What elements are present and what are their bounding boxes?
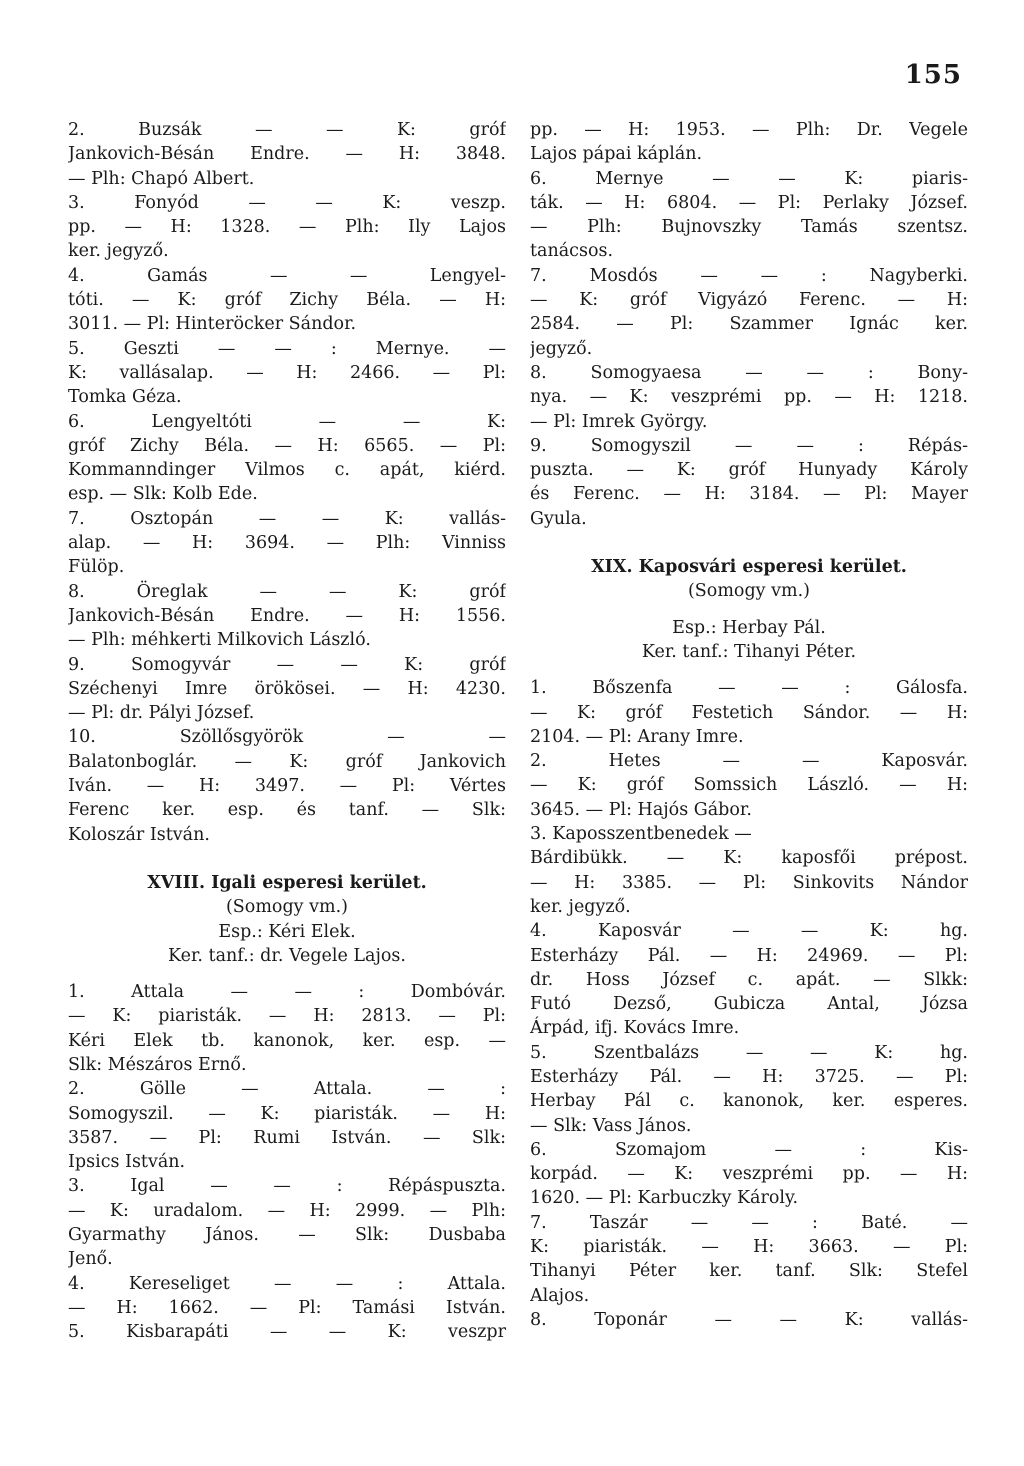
right-text-line: Lajos pápai káplán. xyxy=(530,144,703,165)
left-text-line: 8. Öreglak — — K: gróf xyxy=(68,581,506,602)
left-text-line: Széchenyi Imre örökösei. — H: 4230. xyxy=(68,678,506,699)
right-text-line: ták. — H: 6804. — Pl: Perlaky József. xyxy=(530,192,968,213)
left-text-line: Jankovich-Bésán Endre. — H: 1556. xyxy=(68,605,506,626)
left-text-line: 4. Gamás — — Lengyel- xyxy=(68,265,506,286)
left-text-line: pp. — H: 1328. — Plh: Ily Lajos xyxy=(68,217,506,238)
right-text-line: 3645. — Pl: Hajós Gábor. xyxy=(530,799,752,820)
left-text-line: Esp.: Kéri Elek. xyxy=(218,921,356,942)
left-text-line: Kommanndinger Vilmos c. apát, kiérd. xyxy=(68,460,506,481)
left-text-line: alap. — H: 3694. — Plh: Vinniss xyxy=(68,533,506,554)
right-text-line: pp. — H: 1953. — Plh: Dr. Vegele xyxy=(530,120,968,140)
left-text-line: 3587. — Pl: Rumi István. — Slk: xyxy=(68,1127,506,1148)
right-text-line: Tihanyi Péter ker. tanf. Slk: Stefel xyxy=(530,1261,968,1282)
right-text-line: Bárdibükk. — K: kaposfői prépost. xyxy=(530,848,968,869)
left-text-line: Iván. — H: 3497. — Pl: Vértes xyxy=(68,776,506,797)
left-text-line: tóti. — K: gróf Zichy Béla. — H: xyxy=(68,290,506,311)
right-text-line: 7. Mosdós — — : Nagyberki. xyxy=(530,265,968,286)
left-text-line: Koloszár István. xyxy=(68,824,210,845)
left-text-line: 3. Igal — — : Répáspuszta. xyxy=(68,1176,506,1197)
left-text-line: 10. Szöllősgyörök — — xyxy=(68,727,506,748)
right-text-line: és Ferenc. — H: 3184. — Pl: Mayer xyxy=(530,484,968,505)
right-text-line: ker. jegyző. xyxy=(530,896,631,917)
right-text-line: — K: gróf Somssich László. — H: xyxy=(530,775,968,796)
right-text-line: — K: gróf Festetich Sándor. — H: xyxy=(530,702,968,723)
right-text-line: 9. Somogyszil — — : Répás- xyxy=(530,435,968,456)
left-text-line: 7. Osztopán — — K: vallás- xyxy=(68,508,506,529)
section-heading: XVIII. Igali esperesi kerület. xyxy=(147,872,427,893)
right-text-line: dr. Hoss József c. apát. — Slkk: xyxy=(530,969,968,990)
page-number: 155 xyxy=(904,60,962,90)
left-text-line: Somogyszil. — K: piaristák. — H: xyxy=(68,1103,506,1124)
spacer xyxy=(68,847,506,871)
right-text-line: Herbay Pál c. kanonok, ker. esperes. xyxy=(530,1091,968,1112)
left-text-line: 4. Kereseliget — — : Attala. xyxy=(68,1273,506,1294)
left-text-line: — H: 1662. — Pl: Tamási István. xyxy=(68,1297,506,1318)
left-text-line: 3011. — Pl: Hinteröcker Sándor. xyxy=(68,314,357,335)
right-text-line: Ker. tanf.: Tihanyi Péter. xyxy=(641,641,857,662)
right-text-line: Esterházy Pál. — H: 3725. — Pl: xyxy=(530,1066,968,1087)
right-text-line: 7. Taszár — — : Baté. — xyxy=(530,1212,968,1233)
left-text-line: Tomka Géza. xyxy=(68,387,182,408)
left-text-line: ker. jegyző. xyxy=(68,241,169,262)
left-text-line: Kéri Elek tb. kanonok, ker. esp. — xyxy=(68,1030,506,1051)
left-text-line: esp. — Slk: Kolb Ede. xyxy=(68,484,258,505)
right-text-line: K: piaristák. — H: 3663. — Pl: xyxy=(530,1237,968,1258)
left-text-line: 6. Lengyeltóti — — K: xyxy=(68,411,506,432)
right-text-line: 1. Bőszenfa — — : Gálosfa. xyxy=(530,678,968,699)
right-text-line: 1620. — Pl: Karbuczky Károly. xyxy=(530,1188,799,1209)
right-text-line: 8. Somogyaesa — — : Bony- xyxy=(530,362,968,383)
right-text-line: 8. Toponár — — K: vallás- xyxy=(530,1309,968,1330)
left-text-line: Jenő. xyxy=(68,1249,113,1270)
section-heading: XIX. Kaposvári esperesi kerület. xyxy=(591,557,907,578)
left-text-line: — K: piaristák. — H: 2813. — Pl: xyxy=(68,1006,506,1027)
left-text-line: K: vallásalap. — H: 2466. — Pl: xyxy=(68,362,506,383)
left-text-line: 5. Kisbarapáti — — K: veszpr xyxy=(68,1322,506,1343)
right-text-line: 2584. — Pl: Szammer Ignác ker. xyxy=(530,314,968,335)
left-text-line: — K: uradalom. — H: 2999. — Plh: xyxy=(68,1200,506,1221)
left-text-line: — Plh: Chapó Albert. xyxy=(68,168,255,189)
left-column xyxy=(68,118,506,1345)
left-text-line: Fülöp. xyxy=(68,557,125,578)
left-text-line: gróf Zichy Béla. — H: 6565. — Pl: xyxy=(68,435,506,456)
right-text-line: — Pl: Imrek György. xyxy=(530,411,708,432)
right-text-line: Gyula. xyxy=(530,508,587,529)
right-text-line: — K: gróf Vigyázó Ferenc. — H: xyxy=(530,290,968,311)
right-text-line: 3. Kaposszentbenedek — xyxy=(530,824,752,845)
right-text-line: (Somogy vm.) xyxy=(687,581,810,602)
left-text-line: — Pl: dr. Pályi József. xyxy=(68,703,255,724)
spacer xyxy=(530,664,968,676)
left-text-line: Balatonboglár. — K: gróf Jankovich xyxy=(68,751,506,772)
left-text-line: Ker. tanf.: dr. Vegele Lajos. xyxy=(168,945,406,966)
left-text-line: Slk: Mészáros Ernő. xyxy=(68,1054,247,1075)
right-text-line: 2. Hetes — — Kaposvár. xyxy=(530,751,968,772)
left-text-line: 3. Fonyód — — K: veszp. xyxy=(68,192,506,213)
right-text-line: nya. — K: veszprémi pp. — H: 1218. xyxy=(530,387,968,408)
right-text-line: Futó Dezső, Gubicza Antal, Józsa xyxy=(530,994,968,1015)
left-text-line: 5. Geszti — — : Mernye. — xyxy=(68,338,506,359)
right-text-line: — Plh: Bujnovszky Tamás szentsz. xyxy=(530,217,968,238)
right-text-line: jegyző. xyxy=(530,338,593,359)
left-text-line: Ferenc ker. esp. és tanf. — Slk: xyxy=(68,800,506,821)
spacer xyxy=(530,604,968,616)
right-text-line: 4. Kaposvár — — K: hg. xyxy=(530,921,968,942)
left-text-line: Jankovich-Bésán Endre. — H: 3848. xyxy=(68,144,506,165)
left-text-line: 2. Gölle — Attala. — : xyxy=(68,1079,506,1100)
right-text-line: Esterházy Pál. — H: 24969. — Pl: xyxy=(530,945,968,966)
right-text-line: — Slk: Vass János. xyxy=(530,1115,692,1136)
right-text-line: Esp.: Herbay Pál. xyxy=(672,617,826,638)
right-text-line: Alajos. xyxy=(530,1285,590,1306)
right-text-line: Árpád, ifj. Kovács Imre. xyxy=(530,1018,740,1039)
left-text-line: Ipsics István. xyxy=(68,1152,186,1173)
right-text-line: 5. Szentbalázs — — K: hg. xyxy=(530,1042,968,1063)
right-text-line: tanácsos. xyxy=(530,241,614,262)
right-text-line: korpád. — K: veszprémi pp. — H: xyxy=(530,1164,968,1185)
right-text-line: 6. Szomajom — : Kis- xyxy=(530,1139,968,1160)
right-text-line: puszta. — K: gróf Hunyady Károly xyxy=(530,460,968,481)
spacer xyxy=(530,531,968,555)
left-text-line: 2. Buzsák — — K: gróf xyxy=(68,120,506,140)
right-column xyxy=(530,118,968,1332)
left-text-line: (Somogy vm.) xyxy=(225,897,348,918)
left-text-line: 9. Somogyvár — — K: gróf xyxy=(68,654,506,675)
left-text-line: — Plh: méhkerti Milkovich László. xyxy=(68,630,371,651)
left-text-line: Gyarmathy János. — Slk: Dusbaba xyxy=(68,1225,506,1246)
left-text-line: 1. Attala — — : Dombóvár. xyxy=(68,982,506,1003)
right-text-line: 6. Mernye — — K: piaris- xyxy=(530,168,968,189)
spacer xyxy=(68,968,506,980)
right-text-line: 2104. — Pl: Arany Imre. xyxy=(530,726,744,747)
right-text-line: — H: 3385. — Pl: Sinkovits Nándor xyxy=(530,872,968,893)
